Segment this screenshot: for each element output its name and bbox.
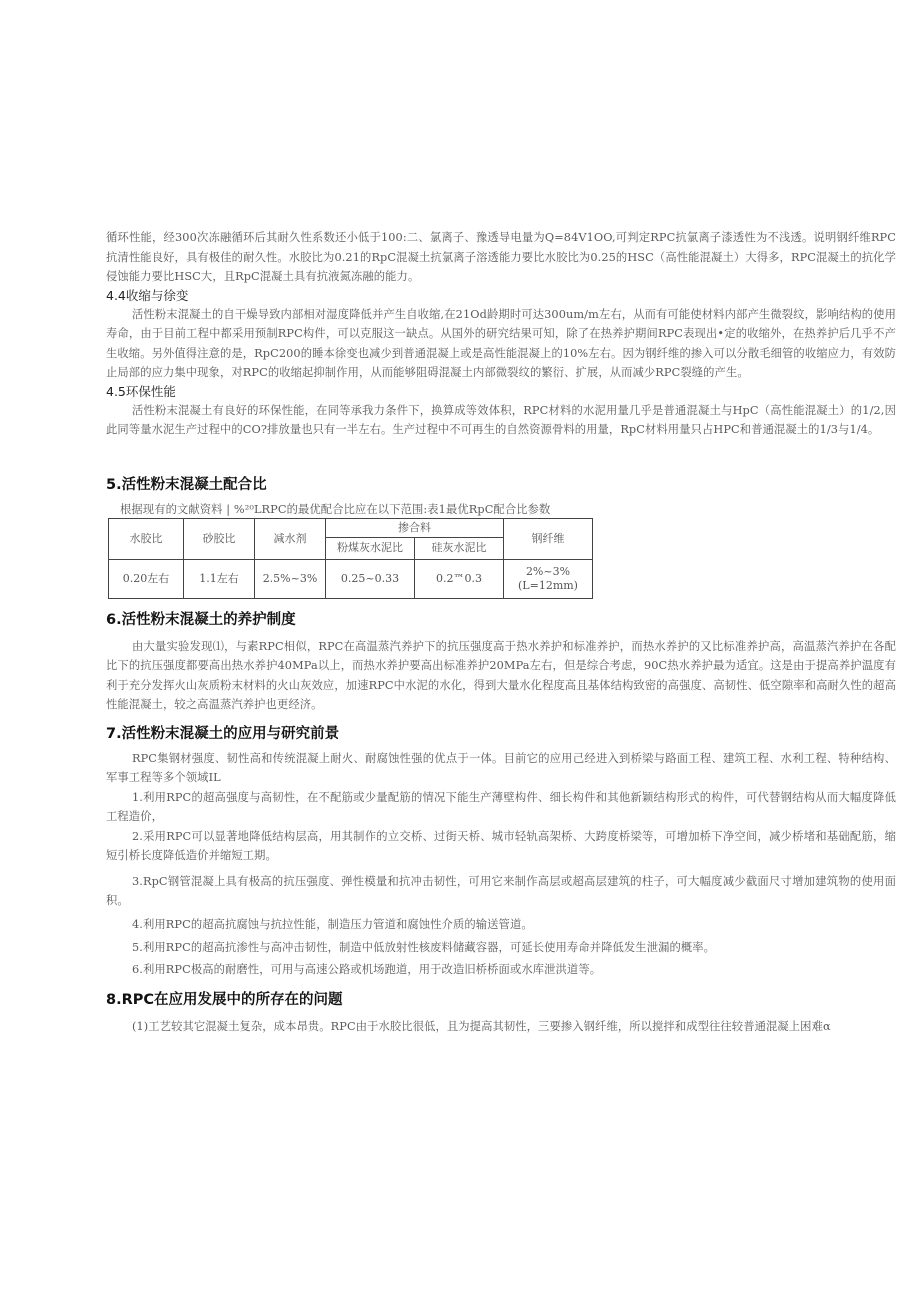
mix-ratio-table	[108, 518, 593, 599]
environmental-paragraph: 活性粉末混凝土有良好的环保性能，在同等承我力条件下，换算成等效体积，RPC材料的水泥用量几乎是普通混凝土与HpC（高性能混凝土）的1/2,因此同等量水泥生产过程中的CO?排放量也只有一半左右。生产过程中不可再生的自然资源骨料的用量，RpC材料用量只占HPC和普通混凝土的1/3与1/4。	[106, 403, 896, 436]
shrinkage-creep-heading: 4.4收缩与徐变	[106, 287, 189, 303]
durability-paragraph: 循环性能，经300次冻融循环后其耐久性系数还小低于100:二、氯离子、豫透导电量为Q=84V1OO,可判定RPC抗氯离子漆透性为不浅透。说明钢纤维RPC抗清性能良好，具有极佳的耐久性。水胶比为0.21的RpC混凝土抗氯离子溶透能力要比水胶比为0.25的HSC（高性能混凝土）大得多，RPC混凝土的抗化学侵蚀能力要比HSC大，且RpC混凝土具有抗液氮冻融的能力。	[106, 231, 896, 283]
table-header-water-binder: 水胶比	[109, 518, 184, 559]
table-header-sand-binder: 砂胶比	[184, 518, 255, 559]
table-header-silica: 硅灰水泥比	[415, 537, 504, 559]
problems-paragraph: (1)工艺较其它混凝土复杂，成本昂贵。RPC由于水胶比很低，且为提高其韧性，三要掺入钢纤维，所以搅拌和成型往往较普通混凝上困难α	[132, 1020, 831, 1033]
table-header-flyash: 粉煤灰水泥比	[326, 537, 415, 559]
list-item: 2.采用RPC可以显著地降低结构层高，用其制作的立交桥、过街天桥、城市轻轨高架桥、大跨度桥梁等，可增加桥下净空间，减少桥堵和基础配筋，缩短引桥长度降低造价并缩短工期。	[106, 829, 896, 862]
table-header-admixture: 掺合料	[326, 518, 504, 537]
document-page	[106, 228, 896, 1037]
table-row	[109, 559, 593, 598]
table-cell-flyash: 0.25~0.33	[326, 559, 415, 598]
list-item: 6.利用RPC极高的耐磨性，可用与高速公路或机场跑道，用于改造旧桥桥面或水库泄洪道等。	[132, 962, 602, 976]
list-item: 5.利用RPC的超高抗渗性与高冲击韧性，制造中低放射性核废料储藏容器，可延长使用寿命并降低发生泄漏的概率。	[132, 941, 716, 954]
table-cell-silica: 0.2™0.3	[415, 559, 504, 598]
list-item: 1.利用RPC的超高强度与高韧性，在不配筋或少量配筋的情况下能生产薄壁构件、细长构件和其他新颖结构形式的构件，可代替钢结构从而大幅度降低工程造价，	[106, 790, 896, 823]
shrinkage-creep-paragraph: 活性粉末混凝土的自干燥导致内部相对湿度降低并产生自收缩,在21Od龄期时可达300um/m左右，从而有可能使材料内部产生微裂纹，影响结构的使用寿命，由于目前工程中都采用预制RPC构件，可以克服这一缺点。从国外的研究结果可知，除了在热养护期间RPC表现出•定的收缩外，在热养护后几乎不产生收缩。另外值得注意的是，RpC200的睡本徐变也减少到普通混凝上或是高性能混凝上的10%左右。因为钢纤维的掺入可以分散毛细管的收缩应力，有效防止局部的应力集中现象，对RPC的收缩起抑制作用，从而能够阻碍混凝土内部微裂纹的繁衍、扩展，从而减少RPC裂缝的产生。	[106, 307, 896, 379]
problems-heading: 8.RPC在应用发展中的所存在的问题	[106, 992, 343, 1008]
application-intro: RPC集钢材强度、韧性高和传统混凝上耐火、耐腐蚀性强的优点于一体。目前它的应用己经进入到桥梁与路面工程、建筑工程、水利工程、特种结构、军事工程等多个领域IL	[106, 751, 896, 784]
table-cell-water-binder: 0.20左右	[109, 559, 184, 598]
list-item: 4.利用RPC的超高抗腐蚀与抗拉性能，制造压力管道和腐蚀性介质的输送管道。	[132, 917, 533, 931]
list-item: 3.RpC钢管混凝上具有极高的抗压强度、弹性模量和抗冲击韧性，可用它来制作高层或超高层建筑的柱子，可大幅度减少截面尺寸增加建筑物的使用面积。	[106, 874, 896, 907]
mix-ratio-heading: 5.活性粉末混凝土配合比	[106, 476, 267, 493]
table-cell-steel-fiber	[504, 559, 593, 598]
curing-paragraph: 由大量实验发现⑴，与素RPC相似，RPC在高温蒸汽养护下的抗压强度高于热水养护和标准养护，而热水养护的又比标准养护高，高温蒸汽养护在各配比下的抗压强度都要高出热水养护40MPa以上，而热水养护要高出标准养护20MPa左右，但是综合考虑，90C热水养护最为适宜。这是由于提高养护温度有利于充分发挥火山灰质粉末材料的火山灰效应，加速RPC中水泥的水化，得到大量水化程度高且基体结构致密的高强度、高韧性、低空隙率和高耐久性的超高性能混凝土，较之高温蒸汽养护也更经济。	[106, 639, 896, 711]
table-cell-sand-binder: 1.1左右	[184, 559, 255, 598]
table-cell-water-reducer: 2.5%~3%	[255, 559, 326, 598]
table-header-steel-fiber: 钢纤维	[504, 518, 593, 559]
mix-ratio-caption: 根据现有的文献资料 | %²⁰LRPC的最优配合比应在以下范围:表1最优RpC配合比参数	[120, 502, 551, 516]
steel-fiber-value: 2%~3%	[525, 564, 571, 578]
environmental-heading: 4.5环保性能	[106, 383, 176, 399]
curing-heading: 6.活性粉末混凝土的养护制度	[106, 611, 296, 628]
steel-fiber-length: (L=12mm)	[518, 578, 578, 592]
application-heading: 7.活性粉末混凝土的应用与研究前景	[106, 725, 340, 742]
table-header-water-reducer: 减水剂	[255, 518, 326, 559]
